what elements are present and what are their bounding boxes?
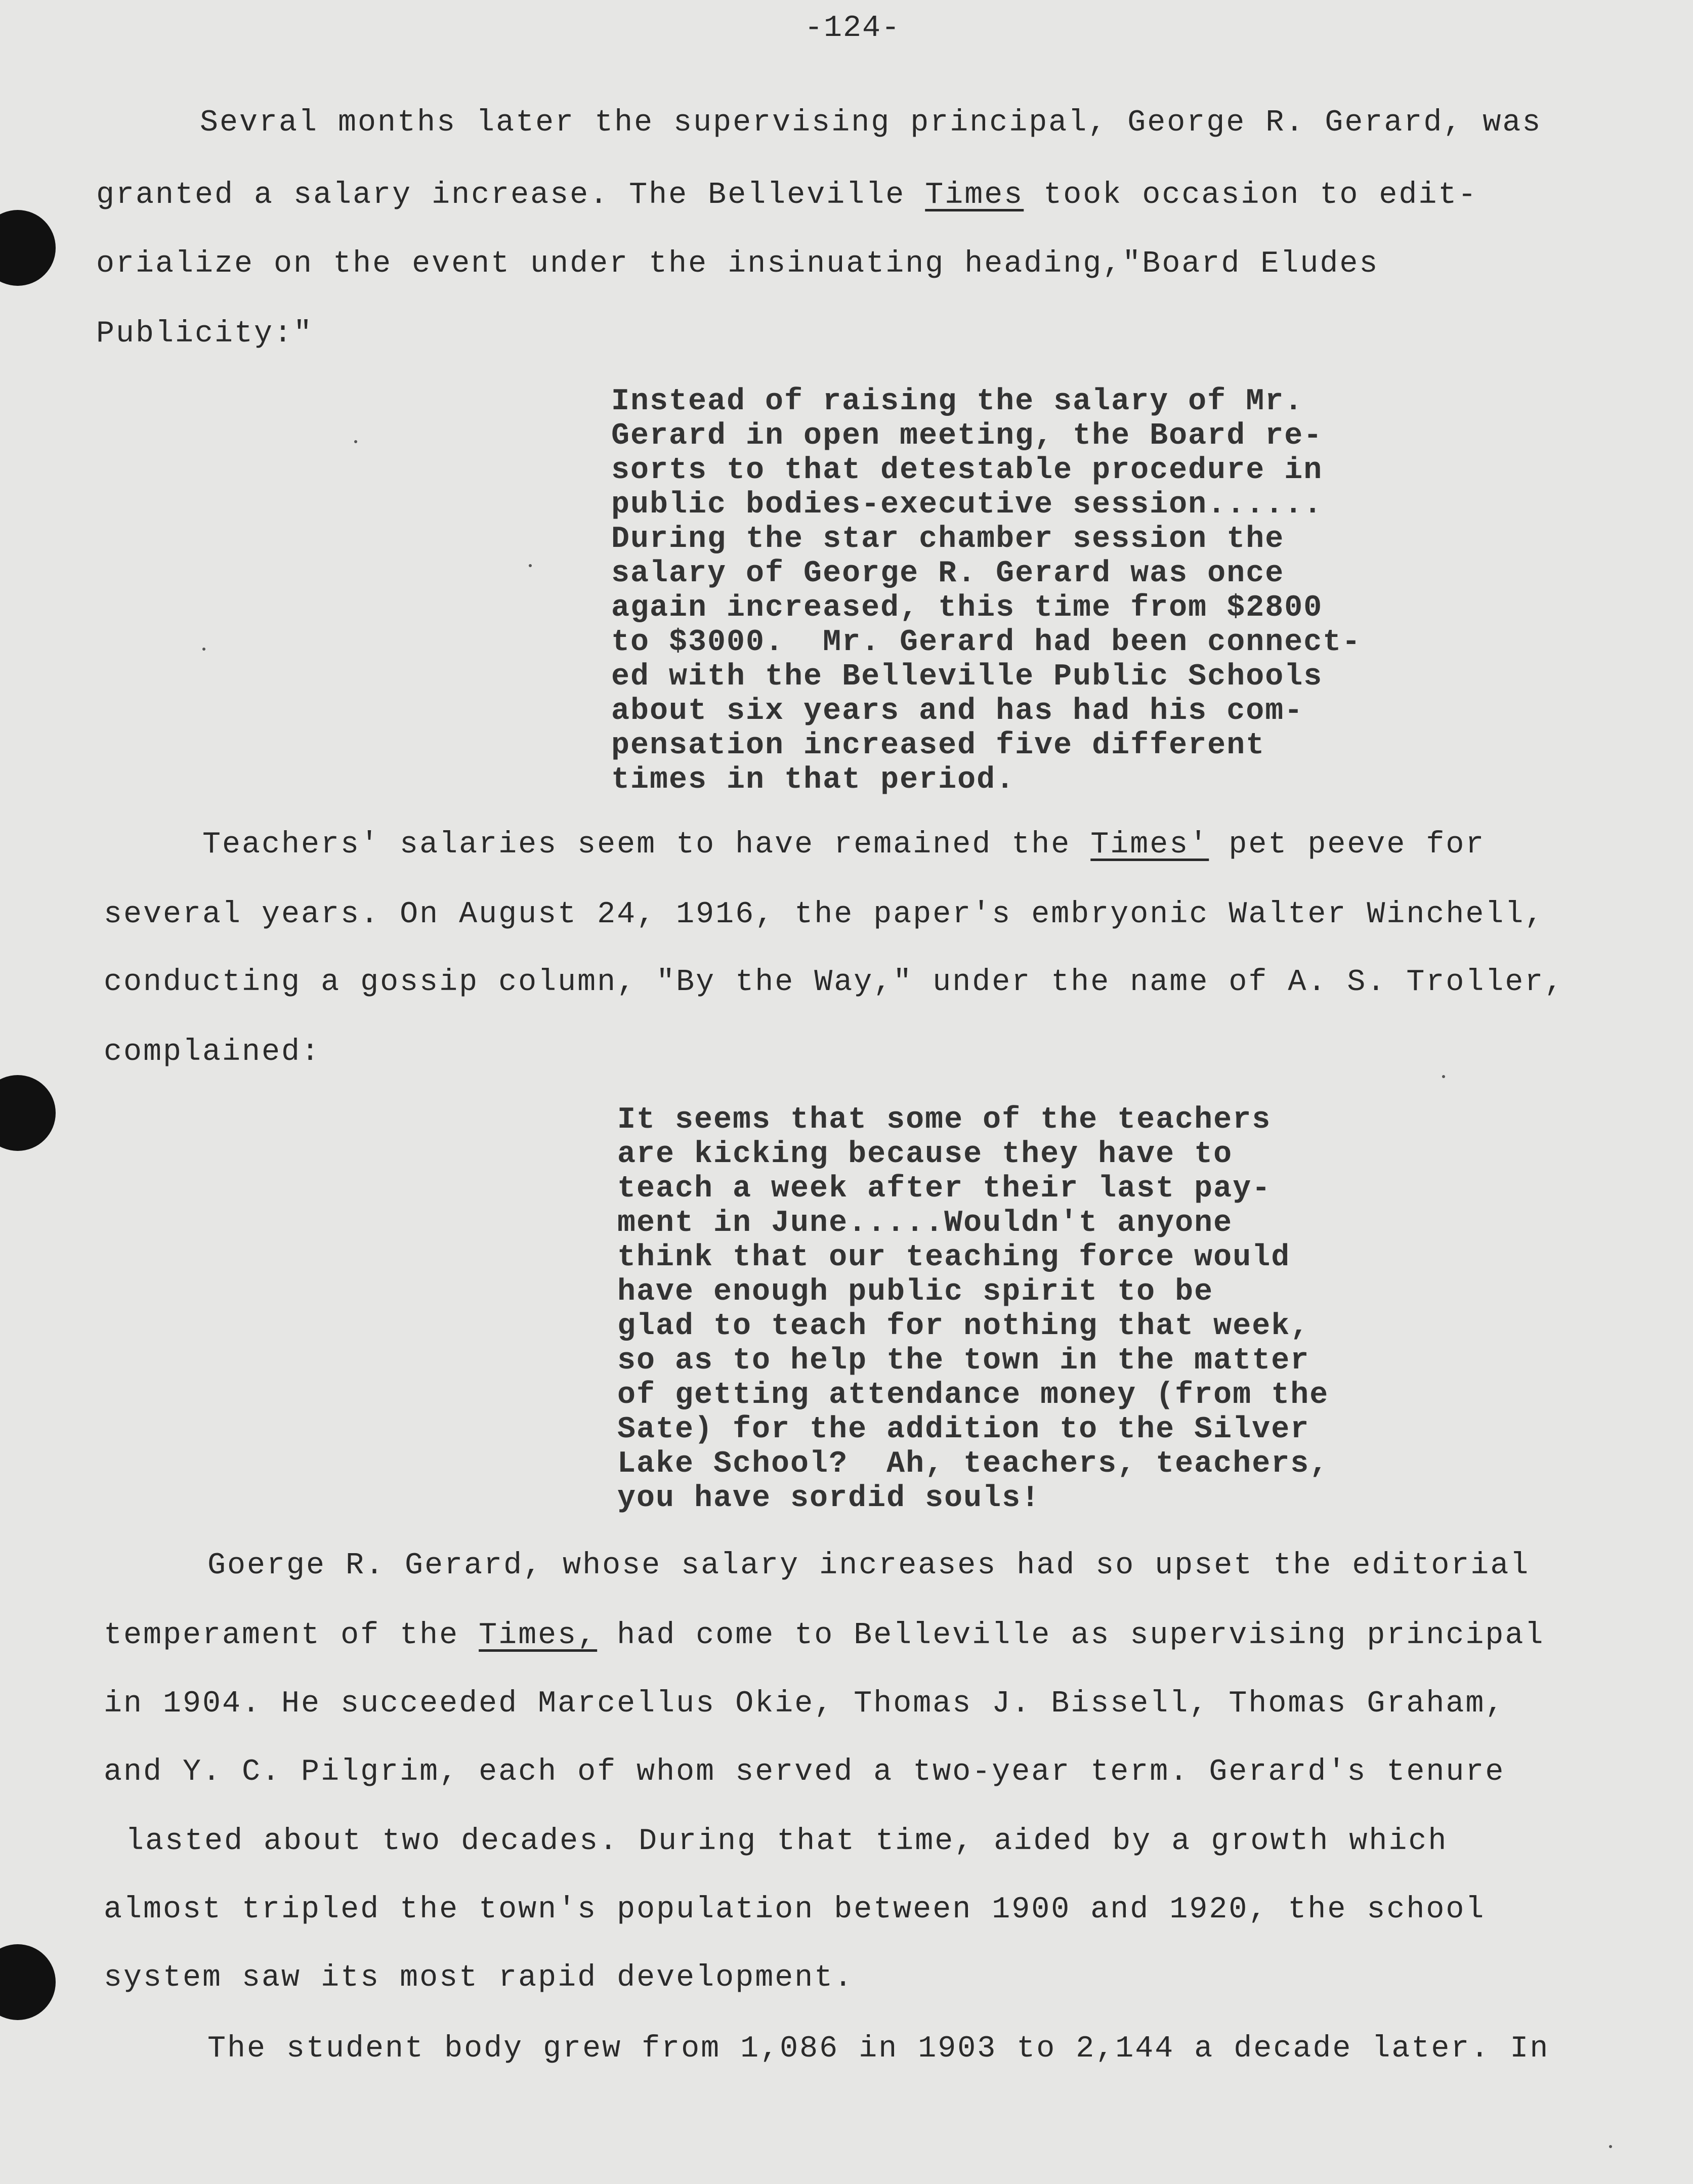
- block-quote-2: [617, 1103, 1329, 1516]
- para2-line3: conducting a gossip column, "By the Way," under the name of A. S. Troller,: [104, 965, 1564, 1000]
- quote1-line: Instead of raising the salary of Mr.: [611, 384, 1304, 419]
- page-number: -124-: [805, 11, 901, 46]
- quote1-line: pensation increased five different: [611, 729, 1265, 763]
- text: temperament of the: [104, 1618, 479, 1653]
- para3-line4: and Y. C. Pilgrim, each of whom served a two-year term. Gerard's tenure: [104, 1755, 1505, 1789]
- quote1-line: to $3000. Mr. Gerard had been connect-: [611, 625, 1362, 660]
- quote2-line: think that our teaching force would: [617, 1240, 1291, 1275]
- speck: [202, 648, 205, 651]
- quote1-line: salary of George R. Gerard was once: [611, 556, 1285, 591]
- quote2-line: of getting attendance money (from the: [617, 1378, 1329, 1412]
- quote1-line: Gerard in open meeting, the Board re-: [611, 419, 1323, 453]
- para1-line1: Sevral months later the supervising principal, George R. Gerard, was: [200, 106, 1542, 140]
- para3-line7: system saw its most rapid development.: [104, 1961, 854, 1995]
- quote2-line: have enough public spirit to be: [617, 1275, 1214, 1309]
- para1-line2: [96, 180, 1477, 210]
- para1-line3: orialize on the event under the insinuating heading,"Board Eludes: [96, 247, 1379, 281]
- quote1-line: During the star chamber session the: [611, 522, 1285, 556]
- quote2-line: are kicking because they have to: [617, 1137, 1233, 1172]
- binder-hole-3: [0, 1944, 56, 2020]
- text: took occasion to edit-: [1024, 178, 1478, 212]
- quote2-line: Sate) for the addition to the Silver: [617, 1412, 1310, 1447]
- quote1-line: sorts to that detestable procedure in: [611, 453, 1323, 488]
- underlined-title: Times': [1090, 828, 1209, 862]
- quote2-line: It seems that some of the teachers: [617, 1103, 1272, 1137]
- underlined-title: Times,: [479, 1618, 598, 1653]
- quote1-line: ed with the Belleville Public Schools: [611, 660, 1323, 694]
- binder-hole-2: [0, 1075, 56, 1151]
- quote2-line: so as to help the town in the matter: [617, 1344, 1310, 1378]
- speck: [1442, 1075, 1445, 1078]
- speck: [354, 440, 357, 443]
- quote2-line: teach a week after their last pay-: [617, 1172, 1272, 1206]
- para3-line1: Goerge R. Gerard, whose salary increases had so upset the editorial: [207, 1549, 1530, 1583]
- quote1-line: public bodies-executive session......: [611, 488, 1323, 522]
- para2-line1: [202, 830, 1485, 860]
- para1-line4: Publicity:": [96, 317, 314, 351]
- quote1-line: times in that period.: [611, 763, 1015, 797]
- quote1-line: again increased, this time from $2800: [611, 591, 1323, 625]
- text: granted a salary increase. The Belleville: [96, 178, 925, 212]
- para2-line4: complained:: [104, 1035, 321, 1069]
- text: pet peeve for: [1209, 828, 1486, 862]
- quote2-line: you have sordid souls!: [617, 1481, 1041, 1516]
- para3-line2: [104, 1620, 1544, 1651]
- text: Teachers' salaries seem to have remained the: [202, 828, 1091, 862]
- para3-line6: almost tripled the town's population between 1900 and 1920, the school: [104, 1893, 1486, 1927]
- para4-line1: The student body grew from 1,086 in 1903 to 2,144 a decade later. In: [207, 2032, 1550, 2066]
- quote2-line: Lake School? Ah, teachers, teachers,: [617, 1447, 1329, 1481]
- block-quote-1: [611, 384, 1361, 797]
- underlined-title: Times: [925, 178, 1024, 212]
- quote2-line: glad to teach for nothing that week,: [617, 1309, 1310, 1344]
- speck: [1609, 2145, 1612, 2148]
- speck: [529, 564, 532, 567]
- binder-hole-1: [0, 210, 56, 286]
- text: had come to Belleville as supervising principal: [597, 1618, 1545, 1653]
- para2-line2: several years. On August 24, 1916, the paper's embryonic Walter Winchell,: [104, 897, 1545, 932]
- quote2-line: ment in June.....Wouldn't anyone: [617, 1206, 1233, 1240]
- para3-line3: in 1904. He succeeded Marcellus Okie, Thomas J. Bissell, Thomas Graham,: [104, 1687, 1505, 1721]
- para3-line5: lasted about two decades. During that time, aided by a growth which: [125, 1824, 1448, 1859]
- quote1-line: about six years and has had his com-: [611, 694, 1304, 729]
